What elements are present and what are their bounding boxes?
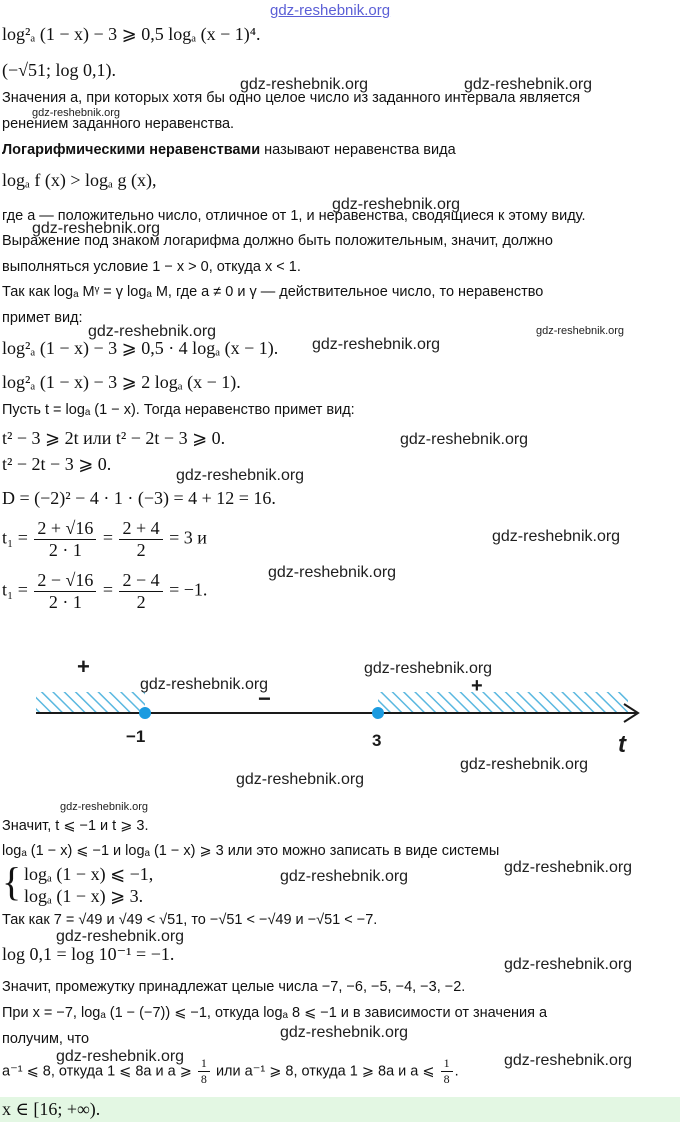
- watermark: gdz-reshebnik.org: [460, 756, 589, 773]
- watermark: gdz-reshebnik.org: [364, 660, 493, 677]
- a-frac-1: [198, 1056, 210, 1087]
- line-conclusion-t: Значит, t ⩽ −1 и t ⩾ 3.: [2, 818, 149, 834]
- root-1-tail: = 3 и: [169, 527, 207, 548]
- system-line-2: logₐ (1 − x) ⩾ 3.: [24, 886, 144, 906]
- line-discriminant: D = (−2)² − 4 · 1 · (−3) = 4 + 12 = 16.: [2, 488, 276, 508]
- line-inequality: log²ₐ (1 − x) − 3 ⩾ 0,5 logₐ (x − 1)⁴.: [2, 24, 261, 44]
- hatch-right: [378, 692, 628, 712]
- answer-text: x ∈ [16; +∞).: [2, 1099, 101, 1119]
- watermark: gdz-reshebnik.org: [492, 528, 621, 545]
- watermark: gdz-reshebnik.org: [504, 956, 633, 973]
- line-integers: Значит, промежутку принадлежат целые числа −7, −6, −5, −4, −3, −2.: [2, 979, 466, 995]
- root-2-den-a: 2 · 1: [48, 592, 82, 612]
- root-1-lhs: t₁ =: [2, 527, 28, 548]
- watermark: gdz-reshebnik.org: [312, 336, 441, 353]
- root-1-frac-a: [34, 518, 96, 561]
- a-frac-2-den: 8: [443, 1072, 450, 1086]
- a-frac-2: [441, 1056, 453, 1087]
- line-sqrt-compare: Так как 7 = √49 и √49 < √51, то −√51 < −√49 и −√51 < −7.: [2, 912, 378, 928]
- root-2-tail: = −1.: [169, 579, 208, 600]
- root-2-frac-a: [34, 570, 96, 613]
- line-log-conditions: logₐ (1 − x) ⩽ −1 и logₐ (1 − x) ⩾ 3 или это можно записать в виде системы: [2, 843, 500, 859]
- watermark: gdz-reshebnik.org: [268, 564, 397, 581]
- watermark: gdz-reshebnik.org: [332, 196, 461, 213]
- sign-plus-right: +: [471, 675, 483, 697]
- line-step-1: log²ₐ (1 − x) − 3 ⩾ 0,5 · 4 logₐ (x − 1).: [2, 338, 279, 358]
- label-minus-1: −1: [126, 727, 146, 746]
- point-minus-1: [139, 707, 151, 719]
- a-frac-2-num: 1: [441, 1056, 453, 1072]
- watermark: gdz-reshebnik.org: [280, 1024, 409, 1041]
- watermark: gdz-reshebnik.org: [536, 325, 625, 337]
- watermark: gdz-reshebnik.org: [280, 868, 409, 885]
- watermark: gdz-reshebnik.org: [236, 771, 365, 788]
- root-1-den-a: 2 · 1: [48, 540, 82, 560]
- watermark: gdz-reshebnik.org: [504, 1052, 633, 1069]
- definition-rest: называют неравенства вида: [260, 142, 456, 158]
- root-1-den-b: 2: [136, 540, 146, 560]
- point-3: [372, 707, 384, 719]
- watermark: gdz-reshebnik.org: [176, 467, 305, 484]
- definition-term: Логарифмическими неравенствами: [2, 142, 261, 158]
- sign-plus-left: +: [77, 654, 90, 679]
- number-line-figure: [0, 640, 680, 770]
- a-frac-1-den: 8: [200, 1072, 207, 1086]
- watermark: gdz-reshebnik.org: [400, 431, 529, 448]
- watermark: gdz-reshebnik.org: [56, 928, 185, 945]
- watermark: gdz-reshebnik.org: [464, 76, 593, 93]
- line-quadratic-2: t² − 2t − 3 ⩾ 0.: [2, 454, 112, 474]
- a-condition-right: или a⁻¹ ⩾ 8, откуда 1 ⩾ 8a и a ⩽: [215, 1063, 435, 1080]
- root-1-eq: =: [102, 527, 114, 548]
- line-root-1: [2, 518, 207, 561]
- watermark: gdz-reshebnik.org: [60, 801, 149, 813]
- line-property: Так как logₐ Mᵞ = γ logₐ M, где a ≠ 0 и γ — действительное число, то неравенство: [2, 284, 544, 300]
- line-takes-form: примет вид:: [2, 310, 83, 326]
- root-2-den-b: 2: [136, 592, 146, 612]
- root-1-frac-b: [119, 518, 162, 561]
- root-2-frac-b: [119, 570, 162, 613]
- answer-bar: [0, 1097, 680, 1122]
- watermark: gdz-reshebnik.org: [32, 107, 121, 119]
- line-get: получим, что: [2, 1031, 90, 1047]
- axis-label-t: t: [618, 731, 626, 758]
- watermark: gdz-reshebnik.org: [504, 859, 633, 876]
- line-quadratic-1: t² − 3 ⩾ 2t или t² − 2t − 3 ⩾ 0.: [2, 428, 226, 448]
- watermark: gdz-reshebnik.org: [88, 323, 217, 340]
- a-condition-left: a⁻¹ ⩽ 8, откуда 1 ⩽ 8a и a ⩾: [2, 1063, 192, 1080]
- line-x-minus-7: При x = −7, logₐ (1 − (−7)) ⩽ −1, откуда logₐ 8 ⩽ −1 и в зависимости от значения a: [2, 1005, 548, 1021]
- line-definition: [2, 142, 456, 158]
- a-frac-1-num: 1: [198, 1056, 210, 1072]
- watermark: gdz-reshebnik.org: [56, 1048, 185, 1065]
- system-brace: {: [2, 859, 22, 904]
- line-log-form: logₐ f (x) > logₐ g (x),: [2, 170, 157, 190]
- line-log-value: log 0,1 = log 10⁻¹ = −1.: [2, 944, 175, 964]
- line-domain-1: Выражение под знаком логарифма должно быть положительным, значит, должно: [2, 233, 553, 249]
- sign-minus-middle: −: [258, 686, 271, 711]
- watermark-top-link[interactable]: gdz-reshebnik.org: [270, 2, 391, 19]
- label-3: 3: [372, 731, 382, 750]
- line-interval: (−√51; log 0,1).: [2, 60, 117, 80]
- watermark: gdz-reshebnik.org: [32, 220, 161, 237]
- watermark: gdz-reshebnik.org: [240, 76, 369, 93]
- line-root-2: [2, 570, 207, 613]
- root-2-num-b: 2 − 4: [119, 570, 162, 592]
- line-domain-2: выполняться условие 1 − x > 0, откуда x < 1.: [2, 259, 301, 275]
- system-line-1: logₐ (1 − x) ⩽ −1,: [24, 864, 154, 884]
- watermark: gdz-reshebnik.org: [140, 676, 269, 693]
- root-1-num-b: 2 + 4: [119, 518, 162, 540]
- line-where-a: где a — положительно число, отличное от 1, и неравенства, сводящиеся к этому виду.: [2, 208, 586, 224]
- hatch-left: [36, 692, 145, 712]
- root-2-eq: =: [102, 579, 114, 600]
- line-text-values: Значения a, при которых хотя бы одно целое число из заданного интервала является: [2, 90, 581, 106]
- line-text-solution: ренением заданного неравенства.: [2, 116, 235, 132]
- root-1-num-a: 2 + √16: [34, 518, 96, 540]
- root-2-lhs: t₁ =: [2, 579, 28, 600]
- a-condition-end: .: [454, 1063, 459, 1080]
- line-substitution: Пусть t = logₐ (1 − x). Тогда неравенство примет вид:: [2, 402, 355, 418]
- line-step-2: log²ₐ (1 − x) − 3 ⩾ 2 logₐ (x − 1).: [2, 372, 241, 392]
- root-2-num-a: 2 − √16: [34, 570, 96, 592]
